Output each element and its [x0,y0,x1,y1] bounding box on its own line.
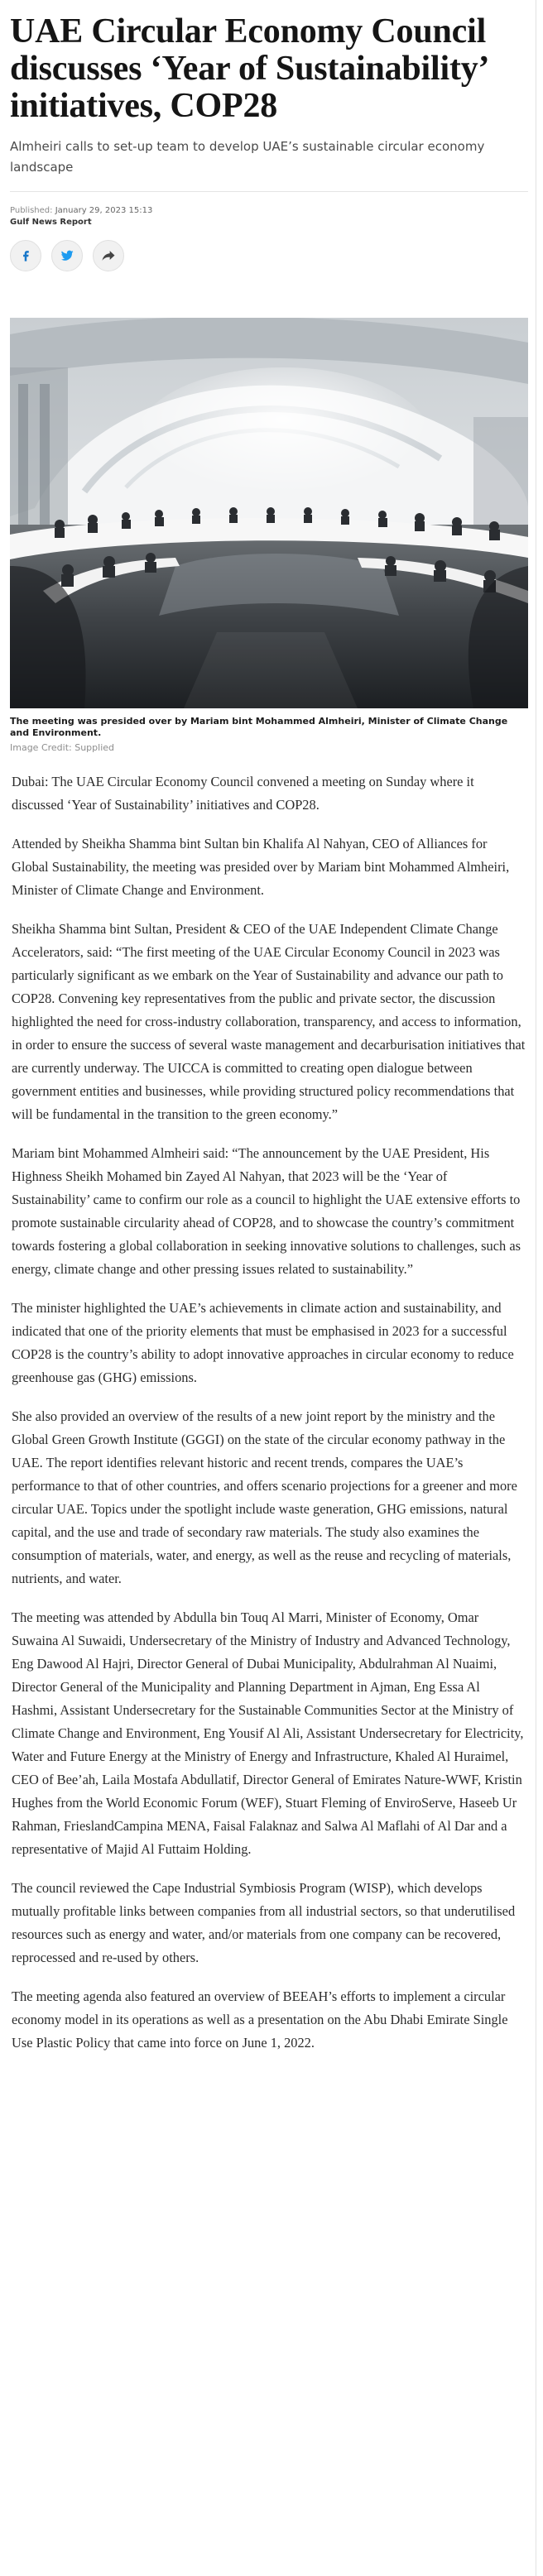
article-body [10,770,528,2055]
news-article [10,0,528,2070]
image-credit: Image Credit: Supplied [10,742,115,753]
facebook-share-button[interactable] [10,240,41,271]
author-byline[interactable]: Gulf News Report [10,218,92,227]
published-date: January 29, 2023 15:13 [55,206,153,215]
article-paragraph: Sheikha Shamma bint Sultan, President & CEO of the UAE Independent Climate Change Accelerators, said: “The first meeting of the UAE Circular Economy Council in 2023 was particularly significant as we embark on the Year of Sustainability and advance our path to COP28. Convening key representatives from the public and private sector, the discussion highlighted the need for cross-industry collaboration, transparency, and access to information, in order to ensure the success of several waste management and decarburisation initiatives that are currently underway. The UICCA is committed to creating open dialogue between government entities and businesses, while providing structured policy recommendations that will be fundamental in the transition to the green economy.” [12,921,526,1122]
article-subheadline: Almheiri calls to set-up team to develop UAE’s sustainable circular economy landscape [10,139,485,175]
facebook-icon [17,247,34,264]
header-divider [10,191,528,192]
article-paragraph: The meeting agenda also featured an overview of BEEAH’s efforts to implement a circular economy model in its operations as well as a presentation on the Abu Dhabi Emirate Single Use Plastic Policy that came into force on June 1, 2022. [12,1988,508,2051]
image-caption: The meeting was presided over by Mariam bint Mohammed Almheiri, Minister of Climate Change and Environment. [10,716,508,738]
article-paragraph: The minister highlighted the UAE’s achievements in climate action and sustainability, and indicated that one of the priority elements that must be emphasised in 2023 for a successful COP28 is the country’s ability to adopt innovative approaches in circular economy to reduce greenhouse gas (GHG) emissions. [12,1300,514,1385]
article-paragraph: Dubai: The UAE Circular Economy Council convened a meeting on Sunday where it discussed ‘Year of Sustainability’ initiatives and COP28. [12,774,474,813]
article-paragraph: The meeting was attended by Abdulla bin Touq Al Marri, Minister of Economy, Omar Suwaina Al Suwaidi, Undersecretary of the Ministry of Industry and Advanced Technology, Eng Dawood Al Hajri, Director General of Dubai Municipality, Abdulrahman Al Nuaimi, Director General of the Municipality and Planning Department in Ajman, Eng Essa Al Hashmi, Assistant Undersecretary for the Sustainable Communities Sector at the Ministry of Climate Change and Environment, Eng Yousif Al Ali, Assistant Undersecretary for Electricity, Water and Future Energy at the Ministry of Energy and Infrastructure, Khaled Al Huraimel, CEO of Bee’ah, Laila Mostafa Abdullatif, Director General of Emirates Nature-WWF, Kristin Hughes from the World Economic Forum (WEF), Stuart Fleming of EnviroServe, Haseeb Ur Rahman, FrieslandCampina MENA, Faisal Falaknaz and Salwa Al Maflahi of Al Dar and a representative of Majid Al Futtaim Holding. [12,1609,524,1857]
publish-info [10,204,528,217]
article-paragraph: She also provided an overview of the results of a new joint report by the ministry and the Global Green Growth Institute (GGGI) on the state of the circular economy pathway in the UAE. The report identifies relevant historic and recent trends, compares the UAE’s performance to that of other countries, and offers scenario projections for a greener and more circular UAE. Topics under the spotlight include waste generation, GHG emissions, natural capital, and the use and trade of secondary raw materials. The study also examines the consumption of materials, water, and energy, as well as the reuse and recycling of materials, nutrients, and water. [12,1408,517,1586]
twitter-share-button[interactable] [51,240,83,271]
article-paragraph: Mariam bint Mohammed Almheiri said: “The announcement by the UAE President, His Highness Sheikh Mohamed bin Zayed Al Nahyan, that 2023 will be the ‘Year of Sustainability’ came to confirm our role as a council to highlight the UAE extensive efforts to promote sustainable circularity ahead of COP28, and to showcase the country’s commitment towards fostering a global collaboration in seeking innovative solutions to challenges, such as energy, climate change and other pressing issues related to sustainability.” [12,1145,521,1277]
article-paragraph: The council reviewed the Cape Industrial Symbiosis Program (WISP), which develops mutually profitable links between companies from all industrial sectors, so that underutilised resources such as energy and water, and/or materials from one company can be recovered, reprocessed and re-used by others. [12,1880,516,1965]
share-icon [100,247,117,264]
meeting-photo [10,318,528,708]
share-bar [10,240,528,271]
twitter-icon [59,247,75,264]
article-headline: UAE Circular Economy Council discusses ‘Year of Sustainability’ initiatives, COP28 [10,12,488,125]
share-button[interactable] [93,240,124,271]
article-figure [10,318,528,754]
article-paragraph: Attended by Sheikha Shamma bint Sultan bin Khalifa Al Nahyan, CEO of Alliances for Global Sustainability, the meeting was presided over by Mariam bint Mohammed Almheiri, Minister of Climate Change and Environment. [12,836,510,898]
published-label: Published: [10,206,53,215]
meeting-hall-illustration [10,318,528,708]
